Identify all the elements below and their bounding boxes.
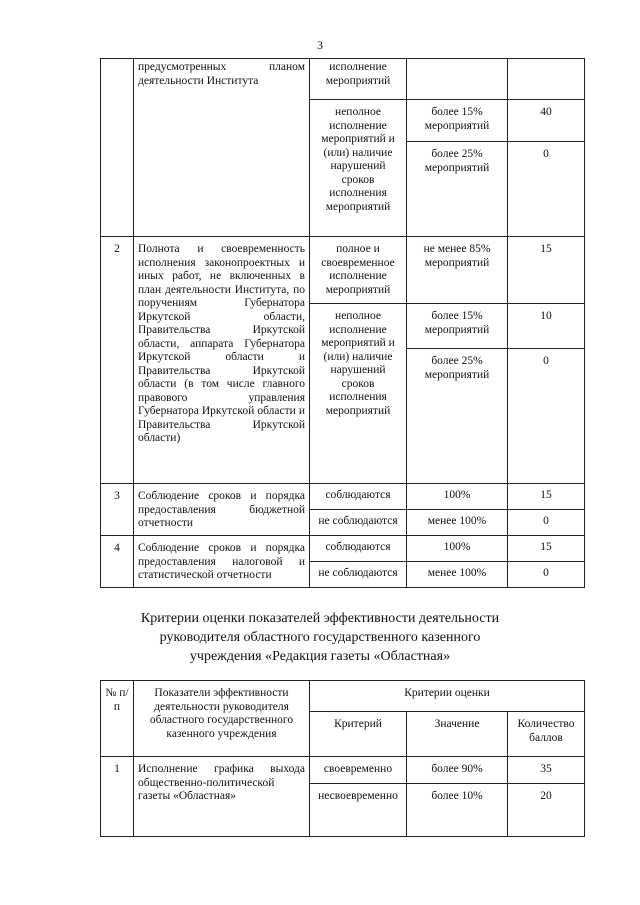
points-cell: 35 — [508, 757, 585, 784]
header-criteria-group: Критерии оценки — [310, 681, 585, 712]
criterion-cell: не соблюдаются — [310, 510, 407, 536]
points-cell: 20 — [508, 784, 585, 837]
header-indicator: Показатели эффективности деятельности руководителя областного государственного казенного учреждения — [134, 681, 310, 757]
header-points: Количество баллов — [508, 712, 585, 757]
value-cell: 100% — [407, 484, 508, 510]
section-heading — [0, 609, 640, 666]
indicator-cell: Исполнение графика выхода общественно-политической газеты «Областная» — [134, 757, 310, 837]
points-cell: 15 — [508, 484, 585, 510]
value-cell: более 15% мероприятий — [407, 100, 508, 142]
row-number-cell: 1 — [101, 757, 134, 837]
heading-line-2: руководителя областного государственного казенного — [159, 630, 481, 645]
table-row — [101, 536, 585, 562]
indicator-cell: Соблюдение сроков и порядка предоставления налоговой и статистической отчетности — [134, 536, 310, 588]
table-row — [101, 757, 585, 784]
criterion-cell: не соблюдаются — [310, 562, 407, 588]
criterion-cell: своевременно — [310, 757, 407, 784]
criterion-cell: соблюдаются — [310, 484, 407, 510]
heading-line-1: Критерии оценки показателей эффективности деятельности — [140, 611, 500, 626]
indicator-cell: Полнота и своевременность исполнения законопроектных и иных работ, не включенных в план деятельности Института, по поручениям Губернатора Иркутской области, Правительства Иркутской области, аппарата Губернатора Иркутской области и Правительства Иркутской области (в том числе главного правового управления Губернатора Иркутской области и Правительства Иркутской области) — [134, 237, 310, 484]
row-number-cell — [101, 59, 134, 237]
points-cell: 0 — [508, 510, 585, 536]
criterion-cell: неполное исполнение мероприятий и (или) наличие нарушений сроков исполнения мероприятий — [310, 304, 407, 484]
value-cell — [407, 59, 508, 100]
value-cell: 100% — [407, 536, 508, 562]
table-row — [101, 484, 585, 510]
points-cell: 0 — [508, 562, 585, 588]
indicator-cell: предусмотренных планом деятельности Института — [134, 59, 310, 237]
points-cell: 40 — [508, 100, 585, 142]
value-cell: менее 100% — [407, 510, 508, 536]
editorial-criteria-table — [100, 680, 585, 837]
points-cell: 0 — [508, 142, 585, 237]
row-number-cell: 4 — [101, 536, 134, 588]
table-row — [101, 59, 585, 100]
value-cell: менее 100% — [407, 562, 508, 588]
header-num: № п/п — [101, 681, 134, 757]
row-number-cell: 2 — [101, 237, 134, 484]
page-number: 3 — [317, 38, 323, 52]
criterion-cell: неполное исполнение мероприятий и (или) наличие нарушений сроков исполнения мероприятий — [310, 100, 407, 237]
value-cell: не менее 85% мероприятий — [407, 237, 508, 304]
value-cell: более 25% мероприятий — [407, 349, 508, 484]
value-cell: более 10% — [407, 784, 508, 837]
value-cell: более 25% мероприятий — [407, 142, 508, 237]
value-cell: более 90% — [407, 757, 508, 784]
points-cell: 15 — [508, 237, 585, 304]
criterion-cell: исполнение мероприятий — [310, 59, 407, 100]
indicator-cell: Соблюдение сроков и порядка предоставления бюджетной отчетности — [134, 484, 310, 536]
points-cell — [508, 59, 585, 100]
row-number-cell: 3 — [101, 484, 134, 536]
criterion-cell: полное и своевременное исполнение мероприятий — [310, 237, 407, 304]
criterion-cell: соблюдаются — [310, 536, 407, 562]
value-cell: более 15% мероприятий — [407, 304, 508, 349]
heading-line-3: учреждения «Редакция газеты «Областная» — [189, 649, 451, 664]
table-row — [101, 237, 585, 304]
table-header-row — [101, 681, 585, 712]
header-value: Значение — [407, 712, 508, 757]
criterion-cell: несвоевременно — [310, 784, 407, 837]
points-cell: 15 — [508, 536, 585, 562]
header-criterion: Критерий — [310, 712, 407, 757]
points-cell: 0 — [508, 349, 585, 484]
criteria-table-continued — [100, 58, 585, 588]
points-cell: 10 — [508, 304, 585, 349]
